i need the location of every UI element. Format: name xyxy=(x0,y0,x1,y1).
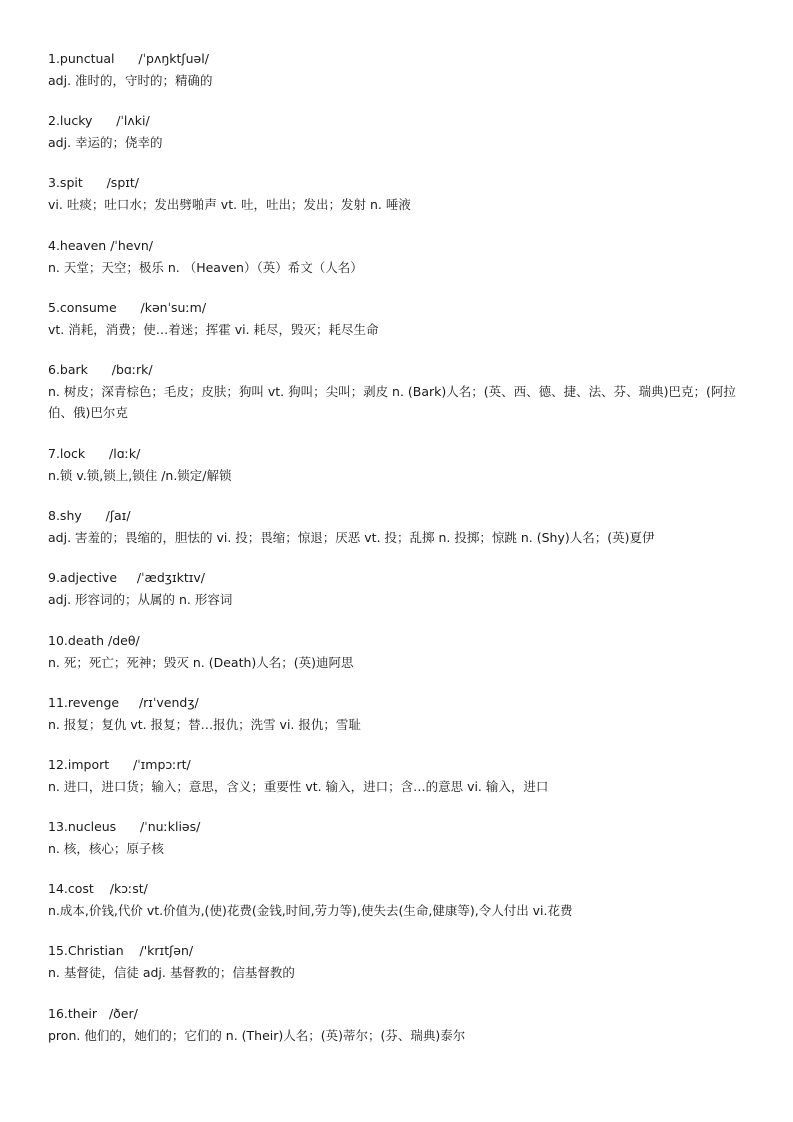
entry-word: 2.lucky xyxy=(48,113,93,129)
entry-definition: n.锁 v.锁,锁上,锁住 /n.锁定/解锁 xyxy=(48,467,232,483)
entry-phonetic: /spɪt/ xyxy=(106,175,140,191)
entry-phonetic: /kɔːst/ xyxy=(109,881,148,897)
entry-word: 7.lock xyxy=(48,445,86,461)
entry-definition: n.成本,价钱,代价 vt.价值为,(使)花费(金钱,时间,劳力等),使失去(生命,健康等),令人付出 vi.花费 xyxy=(48,903,573,919)
entry-definition: adj. 害羞的；畏缩的，胆怯的 vi. 投；畏缩；惊退；厌恶 vt. 投；乱掷 n. 投掷；惊跳 n. (Shy)人名；(英)夏伊 xyxy=(48,530,655,546)
vocab-entry xyxy=(48,361,753,445)
entry-phonetic: /ˈhevn/ xyxy=(110,237,153,253)
entry-phonetic: /kənˈsuːm/ xyxy=(140,299,207,315)
vocab-entry xyxy=(48,756,753,818)
entry-phonetic: /ˈnuːkliəs/ xyxy=(140,819,201,835)
entry-word: 16.their xyxy=(48,1005,98,1021)
entry-header xyxy=(48,569,753,587)
entry-definition: n. 进口，进口货；输入；意思，含义；重要性 vt. 输入，进口；含…的意思 vi. 输入，进口 xyxy=(48,778,549,794)
entry-word: 12.import xyxy=(48,756,110,772)
entry-header xyxy=(48,445,753,463)
entry-header xyxy=(48,112,753,130)
entry-definition: adj. 形容词的；从属的 n. 形容词 xyxy=(48,592,233,608)
entry-header xyxy=(48,361,753,379)
entry-phonetic: /ˈpʌŋktʃuəl/ xyxy=(138,51,209,66)
entry-phonetic: /ˈlʌki/ xyxy=(116,113,150,129)
vocab-entry xyxy=(48,299,753,361)
entry-header xyxy=(48,237,753,255)
entry-header xyxy=(48,880,753,898)
entry-phonetic: /deθ/ xyxy=(107,632,140,648)
entry-definition: n. 死；死亡；死神；毁灭 n. (Death)人名；(英)迪阿思 xyxy=(48,654,354,670)
vocab-entry xyxy=(48,880,753,942)
entry-definition: adj. 幸运的；侥幸的 xyxy=(48,135,163,151)
entry-word: 9.adjective xyxy=(48,570,118,586)
entry-word: 5.consume xyxy=(48,299,117,315)
vocab-entry xyxy=(48,237,753,299)
entry-word: 11.revenge xyxy=(48,694,120,710)
vocab-entry xyxy=(48,112,753,174)
entry-header xyxy=(48,694,753,712)
vocab-entry xyxy=(48,942,753,1004)
entry-header xyxy=(48,507,753,525)
entry-word: 6.bark xyxy=(48,361,88,377)
entry-definition: n. 基督徒，信徒 adj. 基督教的；信基督教的 xyxy=(48,965,295,981)
entry-header xyxy=(48,756,753,774)
entry-header xyxy=(48,818,753,836)
entry-header xyxy=(48,50,753,68)
entry-word: 1.punctual xyxy=(48,51,115,66)
entry-word: 13.nucleus xyxy=(48,819,117,835)
entry-definition: vt. 消耗，消费；使…着迷；挥霍 vi. 耗尽，毁灭；耗尽生命 xyxy=(48,321,379,337)
vocab-entry xyxy=(48,632,753,694)
entry-word: 8.shy xyxy=(48,508,82,524)
entry-definition: pron. 他们的，她们的；它们的 n. (Their)人名；(英)蒂尔；(芬、瑞典)泰尔 xyxy=(48,1027,466,1043)
entry-header xyxy=(48,174,753,192)
entry-word: 14.cost xyxy=(48,881,94,897)
entry-header xyxy=(48,299,753,317)
vocab-entry xyxy=(48,694,753,756)
entry-phonetic: /ˈædʒɪktɪv/ xyxy=(136,570,206,586)
entry-definition: n. 天堂；天空；极乐 n. （Heaven）（英）希文（人名） xyxy=(48,259,363,275)
entry-phonetic: /bɑːrk/ xyxy=(111,361,153,377)
vocab-entry xyxy=(48,50,753,112)
entry-phonetic: /lɑːk/ xyxy=(109,445,141,461)
entry-phonetic: /'krɪtʃən/ xyxy=(139,943,194,959)
entry-definition: vi. 吐痰；吐口水；发出劈啪声 vt. 吐，吐出；发出；发射 n. 唾液 xyxy=(48,197,411,213)
vocab-entry xyxy=(48,1005,753,1067)
entry-header xyxy=(48,942,753,960)
entry-header xyxy=(48,632,753,650)
entry-definition: n. 核，核心；原子核 xyxy=(48,841,164,857)
vocabulary-list xyxy=(48,50,753,1067)
vocab-entry xyxy=(48,507,753,569)
vocab-entry xyxy=(48,174,753,236)
vocab-entry xyxy=(48,569,753,631)
vocab-entry xyxy=(48,818,753,880)
entry-word: 4.heaven xyxy=(48,237,107,253)
entry-word: 10.death xyxy=(48,632,104,648)
entry-header xyxy=(48,1005,753,1023)
entry-phonetic: /ðer/ xyxy=(108,1005,138,1021)
vocab-entry xyxy=(48,445,753,507)
entry-word: 15.Christian xyxy=(48,943,124,959)
entry-word: 3.spit xyxy=(48,175,83,191)
entry-definition: n. 报复；复仇 vt. 报复；替…报仇；洗雪 vi. 报仇；雪耻 xyxy=(48,716,361,732)
entry-phonetic: /ˈɪmpɔːrt/ xyxy=(133,756,191,772)
entry-definition: adj. 准时的，守时的；精确的 xyxy=(48,73,213,88)
entry-phonetic: /rɪˈvendʒ/ xyxy=(138,694,199,710)
entry-definition: n. 树皮；深青棕色；毛皮；皮肤；狗叫 vt. 狗叫；尖叫；剥皮 n. (Bark)人名；(英、西、德、捷、法、芬、瑞典)巴克；(阿拉伯、俄)巴尔克 xyxy=(48,383,736,420)
entry-phonetic: /ʃaɪ/ xyxy=(105,508,131,524)
